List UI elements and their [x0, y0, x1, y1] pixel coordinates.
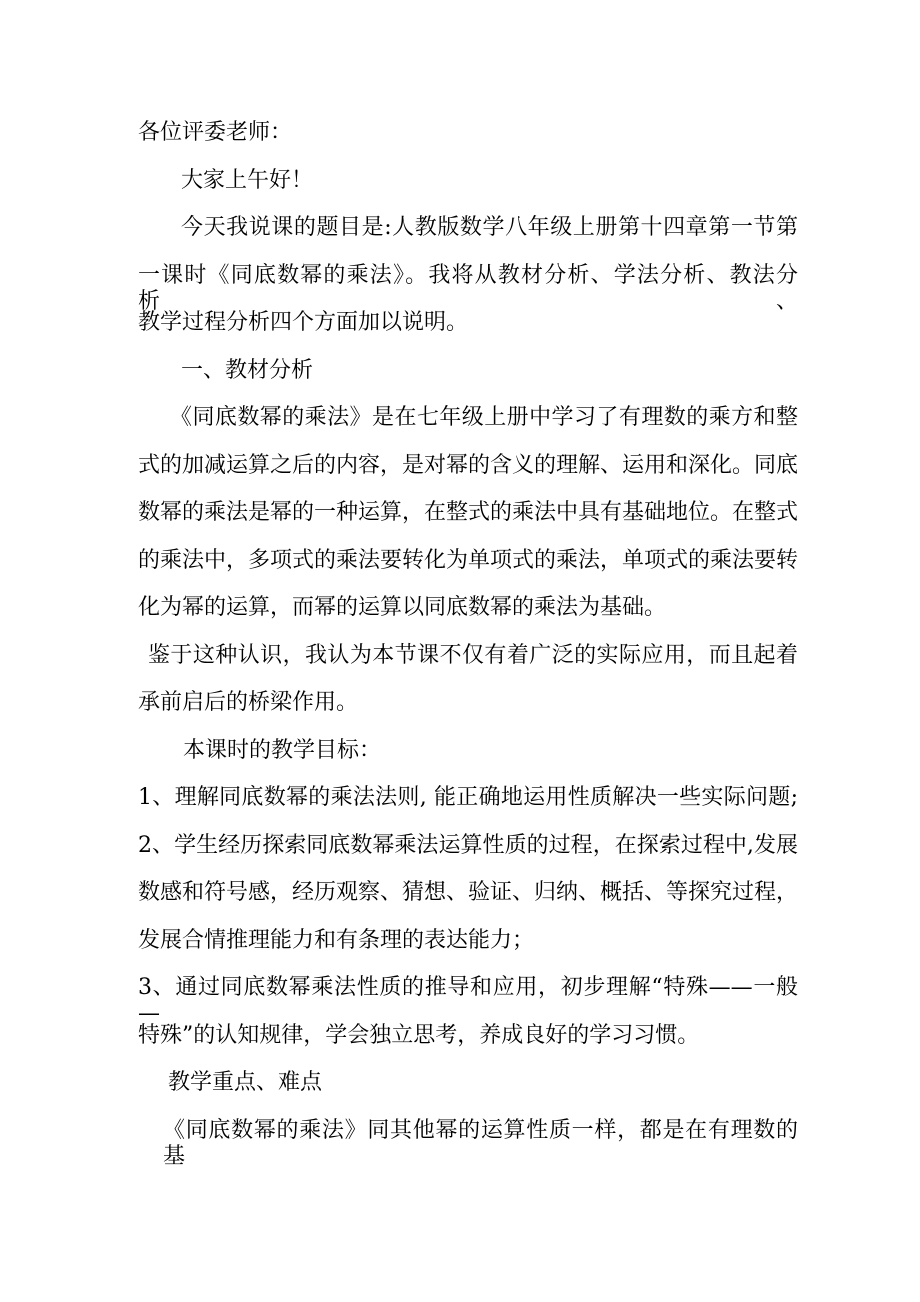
text-line: 特殊”的认知规律，学会独立思考，养成良好的学习习惯。 — [138, 1022, 700, 1048]
text-line: 1、理解同底数幂的乘法法则, 能正确地运用性质解决一些实际问题; — [138, 785, 798, 810]
text-line: 今天我说课的题目是:人教版数学八年级上册第十四章第一节第 — [181, 215, 798, 240]
text-line: 各位评委老师： — [138, 120, 293, 145]
text-line: 一课时《同底数幂的乘法》。我将从教材分析、学法分析、教法分析、 — [138, 262, 798, 314]
text-line: 本课时的教学目标： — [183, 737, 382, 763]
text-line: 一、教材分析 — [181, 357, 314, 383]
text-line: 《同底数幂的乘法》是在七年级上册中学习了有理数的乘方和整 — [170, 405, 798, 430]
text-line: 式的加减运算之后的内容，是对幂的含义的理解、运用和深化。同底 — [138, 452, 799, 478]
text-line: 《同底数幂的乘法》同其他幂的运算性质一样，都是在有理数的基 — [163, 1117, 798, 1169]
text-line: 鉴于这种认识，我认为本节课不仅有着广泛的实际应用，而且起着 — [148, 642, 798, 668]
text-line: 大家上午好！ — [181, 167, 314, 193]
text-line: 化为幂的运算，而幂的运算以同底数幂的乘法为基础。 — [138, 595, 667, 620]
text-line: 教学过程分析四个方面加以说明。 — [138, 310, 469, 335]
text-line: 的乘法中，多项式的乘法要转化为单项式的乘法，单项式的乘法要转 — [138, 547, 799, 573]
text-line: 2、学生经历探索同底数幂乘法运算性质的过程，在探索过程中,发展 — [138, 832, 798, 858]
text-line: 数幂的乘法是幂的一种运算，在整式的乘法中具有基础地位。在整式 — [138, 500, 799, 525]
text-line: 3、通过同底数幂乘法性质的推导和应用，初步理解“特殊——一般— — [138, 975, 798, 1026]
text-line: 数感和符号感，经历观察、猜想、验证、归纳、概括、等探究过程， — [138, 880, 799, 905]
text-line: 教学重点、难点 — [168, 1070, 323, 1095]
text-line: 承前启后的桥梁作用。 — [138, 690, 359, 715]
text-line: 发展合情推理能力和有条理的表达能力； — [138, 927, 535, 953]
